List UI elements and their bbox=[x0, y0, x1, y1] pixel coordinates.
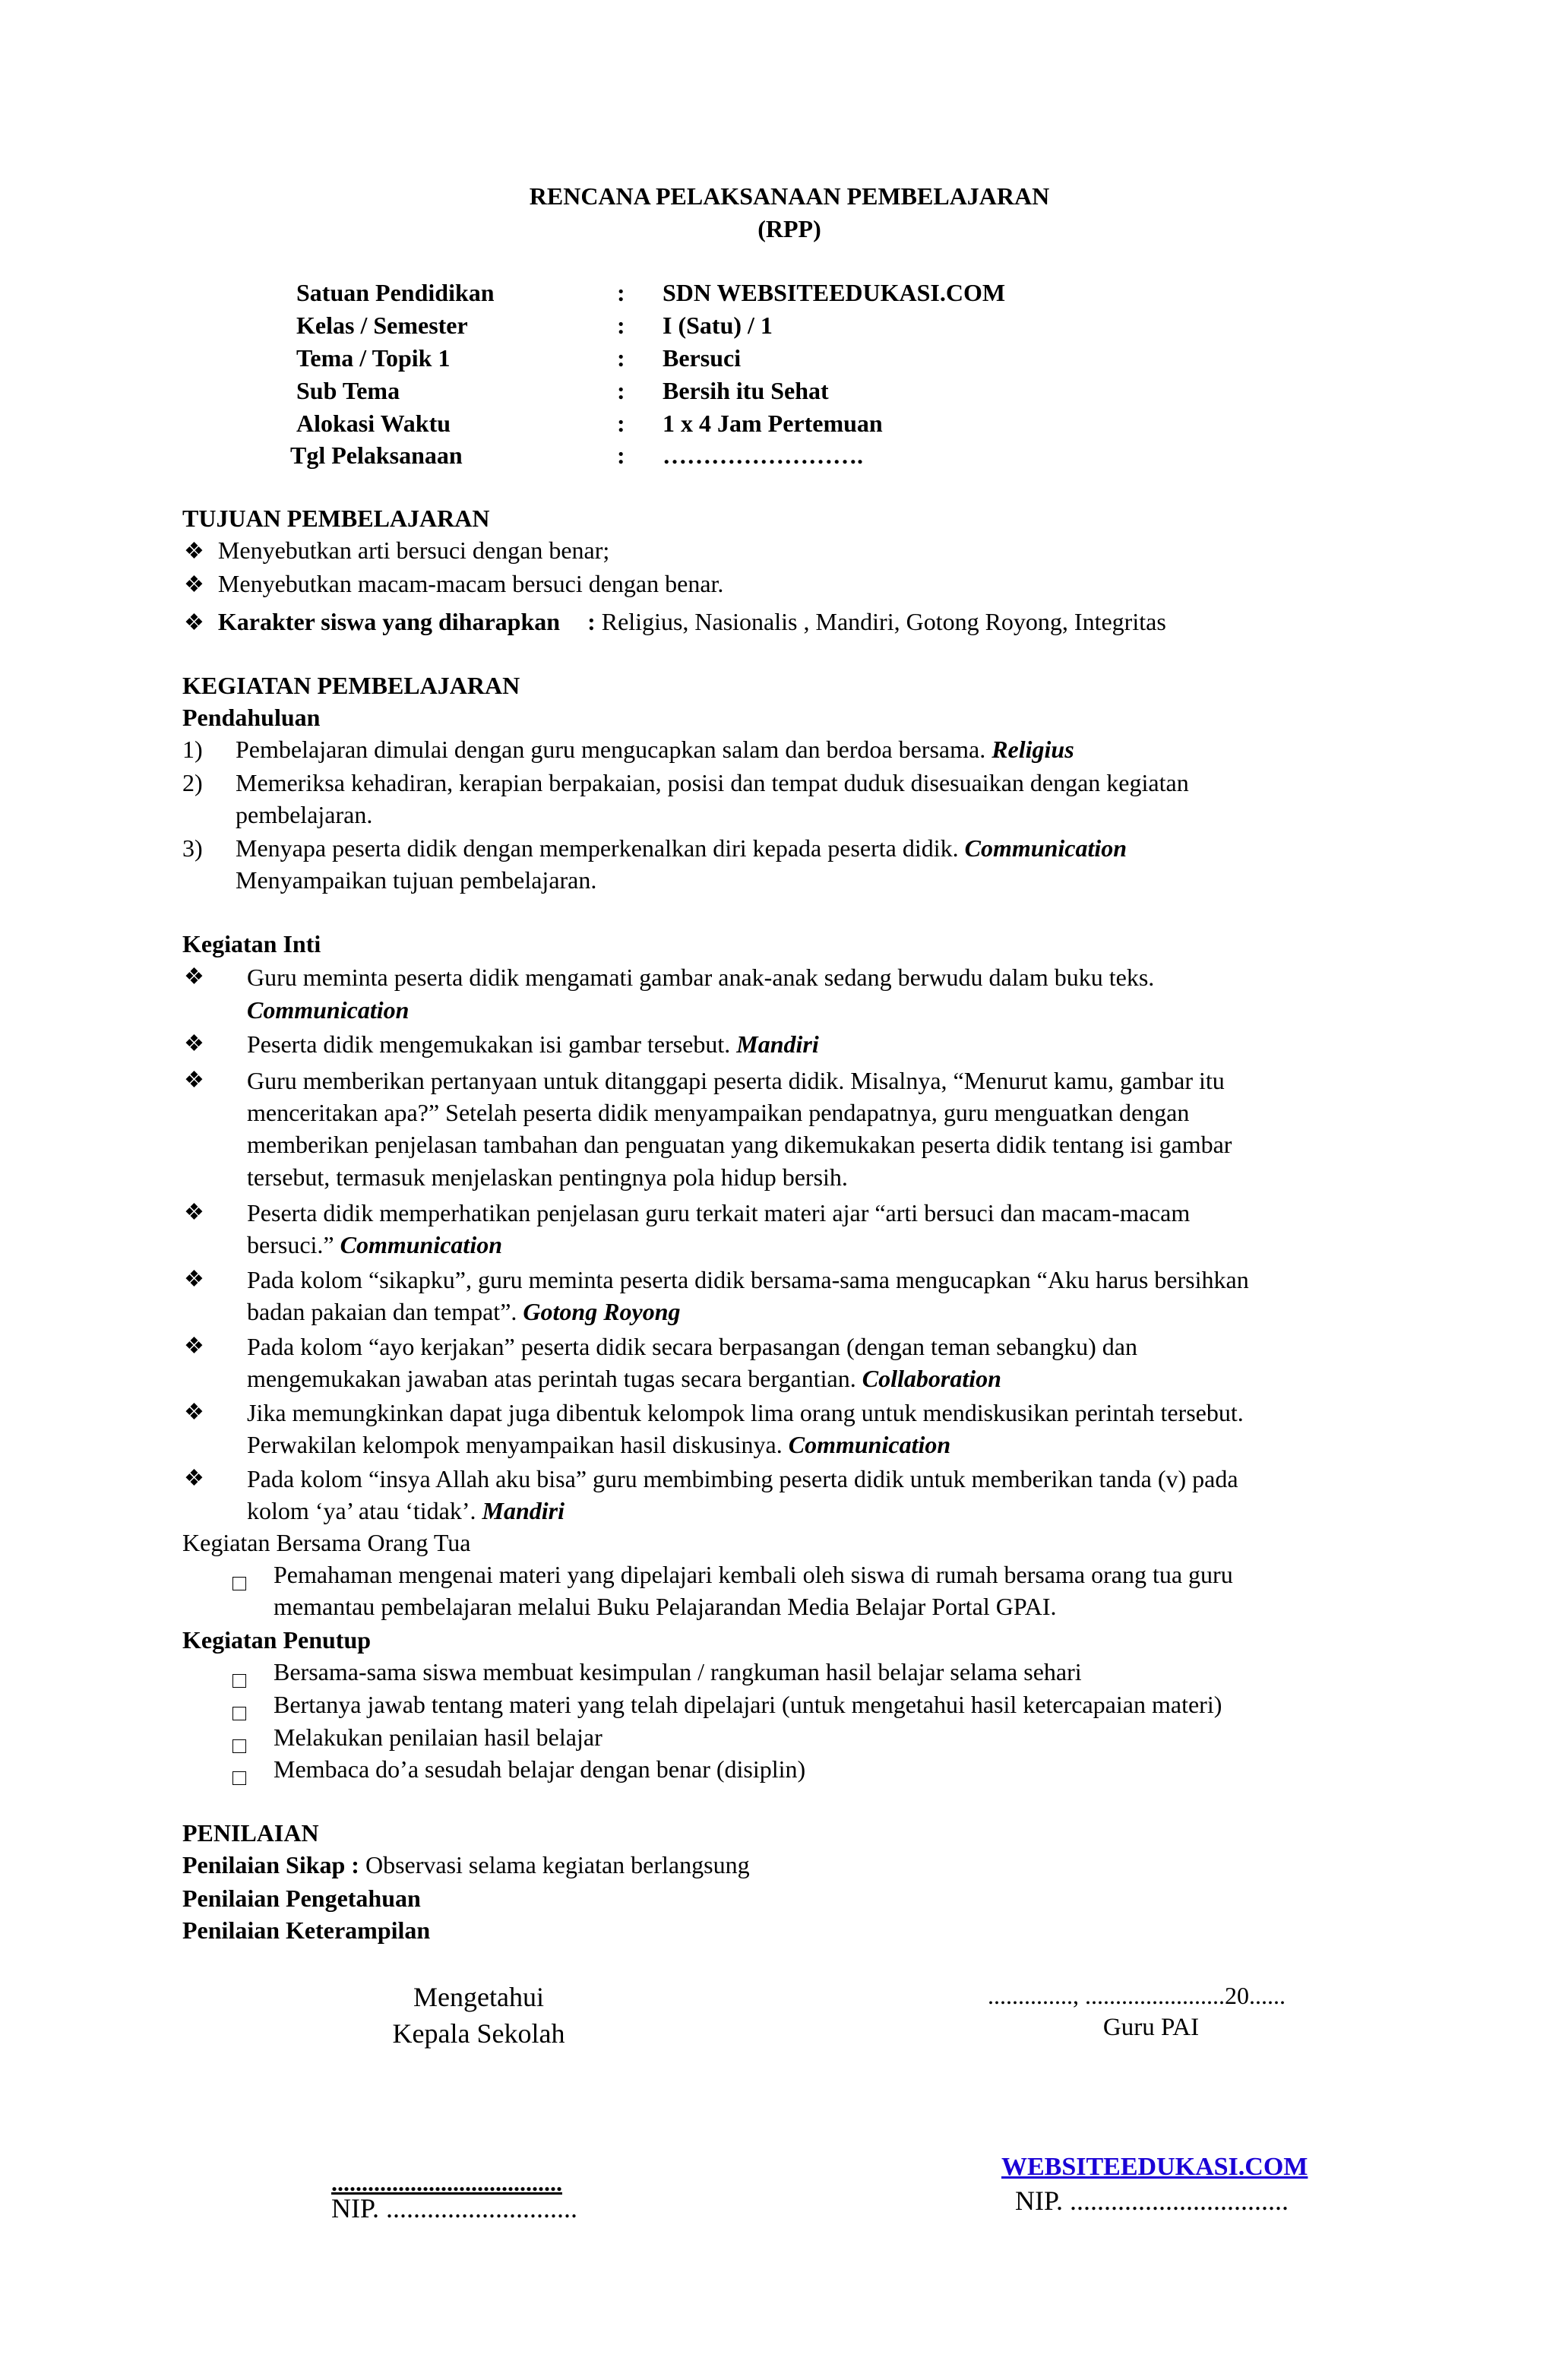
list-item-text: Membaca do’a sesudah belajar dengan benar (disiplin) bbox=[274, 1755, 806, 1783]
identity-label: Tema / Topik 1 bbox=[296, 344, 451, 372]
checkbox-bullet-icon bbox=[232, 1760, 246, 1793]
list-item-text: Menyapa peserta didik dengan memperkenalkan diri kepada peserta didik. Communication bbox=[236, 834, 1127, 862]
document-title: RENCANA PELAKSANAAN PEMBELAJARAN bbox=[529, 182, 1050, 210]
subheading-ortu: Kegiatan Bersama Orang Tua bbox=[182, 1529, 471, 1556]
list-item-text: Guru meminta peserta didik mengamati gambar anak-anak sedang berwudu dalam buku teks. bbox=[247, 964, 1155, 991]
list-item-text: bersuci.” Communication bbox=[247, 1231, 502, 1258]
list-item-text: Perwakilan kelompok menyampaikan hasil diskusinya. Communication bbox=[247, 1431, 951, 1458]
checkbox-bullet-icon bbox=[232, 1728, 246, 1761]
identity-value: 1 x 4 Jam Pertemuan bbox=[663, 410, 883, 437]
identity-sep: : bbox=[617, 410, 625, 437]
character-tag: Gotong Royong bbox=[523, 1298, 681, 1325]
signature-left-nip: NIP. ............................ bbox=[331, 2193, 578, 2223]
signature-right-nip: NIP. ................................ bbox=[1015, 2185, 1289, 2216]
list-item-text: Bertanya jawab tentang materi yang telah dipelajari (untuk mengetahui hasil ketercapaian materi) bbox=[274, 1691, 1222, 1718]
identity-sep: : bbox=[617, 442, 625, 469]
list-item-text: Pada kolom “ayo kerjakan” peserta didik secara berpasangan (dengan teman sebangku) dan bbox=[247, 1333, 1137, 1360]
diamond-bullet-icon: ❖ bbox=[184, 1334, 204, 1359]
list-item-text: memberikan penjelasan tambahan dan penguatan yang dikemukakan peserta didik tentang isi gambar bbox=[247, 1131, 1232, 1158]
penilaian-keterampilan: Penilaian Keterampilan bbox=[182, 1916, 431, 1944]
signature-date-line: .............., .......................20...... bbox=[988, 1982, 1286, 2009]
section-heading-penilaian: PENILAIAN bbox=[182, 1819, 319, 1847]
karakter-label: Karakter siswa yang diharapkan bbox=[217, 608, 561, 635]
penilaian-pengetahuan: Penilaian Pengetahuan bbox=[182, 1885, 421, 1912]
diamond-bullet-icon: ❖ bbox=[184, 572, 204, 597]
list-item-text: pembelajaran. bbox=[236, 801, 373, 828]
karakter-value: Religius, Nasionalis , Mandiri, Gotong Royong, Integritas bbox=[601, 608, 1166, 635]
diamond-bullet-icon: ❖ bbox=[184, 1200, 204, 1225]
character-tag: Communication bbox=[340, 1231, 502, 1258]
document-subtitle: (RPP) bbox=[757, 215, 821, 242]
identity-value: Bersuci bbox=[663, 344, 742, 372]
identity-label: Tgl Pelaksanaan bbox=[290, 442, 463, 469]
signature-left-line2: Kepala Sekolah bbox=[392, 2018, 565, 2049]
penilaian-sikap: Penilaian Sikap : Observasi selama kegiatan berlangsung bbox=[182, 1851, 750, 1878]
list-item-text: menceritakan apa?” Setelah peserta didik menyampaikan pendapatnya, guru menguatkan dengan bbox=[247, 1099, 1190, 1126]
list-item-text: Memeriksa kehadiran, kerapian berpakaian, posisi dan tempat duduk disesuaikan dengan kegiatan bbox=[236, 769, 1189, 796]
list-item-text: memantau pembelajaran melalui Buku Pelajarandan Media Belajar Portal GPAI. bbox=[274, 1593, 1057, 1620]
subheading-inti: Kegiatan Inti bbox=[182, 930, 321, 957]
diamond-bullet-icon: ❖ bbox=[184, 1400, 204, 1425]
diamond-bullet-icon: ❖ bbox=[184, 610, 204, 635]
identity-sep: : bbox=[617, 344, 625, 372]
list-item-text: Peserta didik memperhatikan penjelasan guru terkait materi ajar “arti bersuci dan macam-macam bbox=[247, 1199, 1191, 1226]
identity-label: Satuan Pendidikan bbox=[296, 279, 495, 306]
karakter-row: ❖ Karakter siswa yang diharapkan : Religius, Nasionalis , Mandiri, Gotong Royong, Integritas bbox=[184, 608, 1166, 635]
identity-value: Bersih itu Sehat bbox=[663, 377, 829, 404]
list-item-text: Pada kolom “insya Allah aku bisa” guru membimbing peserta didik untuk memberikan tanda (v) pada bbox=[247, 1465, 1238, 1492]
diamond-bullet-icon: ❖ bbox=[184, 1466, 204, 1491]
list-item-text: badan pakaian dan tempat”. Gotong Royong bbox=[247, 1298, 681, 1325]
diamond-bullet-icon: ❖ bbox=[184, 1068, 204, 1093]
identity-label: Kelas / Semester bbox=[296, 312, 468, 339]
checkbox-bullet-icon bbox=[232, 1695, 246, 1729]
list-item-text: Pemahaman mengenai materi yang dipelajari kembali oleh siswa di rumah bersama orang tua guru bbox=[274, 1561, 1233, 1588]
identity-value: SDN WEBSITEEDUKASI.COM bbox=[663, 279, 1006, 306]
list-item: 2) bbox=[182, 769, 203, 796]
checkbox-bullet-icon bbox=[232, 1565, 246, 1599]
list-item-text: Pembelajaran dimulai dengan guru mengucapkan salam dan berdoa bersama. Religius bbox=[236, 736, 1074, 763]
character-tag: Collaboration bbox=[862, 1365, 1001, 1392]
subheading-penutup: Kegiatan Penutup bbox=[182, 1626, 372, 1654]
list-item-text: Menyampaikan tujuan pembelajaran. bbox=[236, 866, 597, 894]
list-item-text: Melakukan penilaian hasil belajar bbox=[274, 1723, 602, 1751]
list-item: 3) bbox=[182, 834, 203, 862]
section-heading-tujuan: TUJUAN PEMBELAJARAN bbox=[182, 505, 490, 532]
section-heading-kegiatan: KEGIATAN PEMBELAJARAN bbox=[182, 672, 520, 699]
signature-left-name: ...................................... bbox=[331, 2169, 562, 2196]
signature-right-role: Guru PAI bbox=[1102, 2014, 1200, 2041]
character-tag: Communication bbox=[964, 834, 1127, 862]
list-item-text: Bersama-sama siswa membuat kesimpulan / rangkuman hasil belajar selama sehari bbox=[274, 1658, 1082, 1685]
identity-sep: : bbox=[617, 377, 625, 404]
list-item-text: Pada kolom “sikapku”, guru meminta peserta didik bersama-sama mengucapkan “Aku harus bersihkan bbox=[247, 1266, 1249, 1293]
checkbox-bullet-icon bbox=[232, 1663, 246, 1696]
identity-sep: : bbox=[617, 312, 625, 339]
diamond-bullet-icon: ❖ bbox=[184, 539, 204, 564]
identity-label: Sub Tema bbox=[296, 377, 400, 404]
list-item-text: tersebut, termasuk menjelaskan pentingnya pola hidup bersih. bbox=[247, 1163, 848, 1191]
list-item-text: Jika memungkinkan dapat juga dibentuk kelompok lima orang untuk mendiskusikan perintah tersebut. bbox=[247, 1399, 1244, 1426]
list-item-text: kolom ‘ya’ atau ‘tidak’. Mandiri bbox=[247, 1497, 565, 1524]
identity-value: ……………………. bbox=[663, 442, 863, 469]
identity-label: Alokasi Waktu bbox=[296, 410, 451, 437]
character-tag: Communication bbox=[247, 996, 410, 1024]
list-item: ❖ Menyebutkan macam-macam bersuci dengan benar. bbox=[184, 570, 724, 597]
signature-right-name-link[interactable]: WEBSITEEDUKASI.COM bbox=[1001, 2153, 1308, 2181]
list-item-text: Guru memberikan pertanyaan untuk ditanggapi peserta didik. Misalnya, “Menurut kamu, gambar itu bbox=[247, 1067, 1225, 1094]
list-item-text: mengemukakan jawaban atas perintah tugas secara bergantian. Collaboration bbox=[247, 1365, 1001, 1392]
character-tag: Mandiri bbox=[736, 1030, 819, 1058]
identity-value: I (Satu) / 1 bbox=[663, 312, 773, 339]
identity-sep: : bbox=[617, 279, 625, 306]
character-tag: Mandiri bbox=[482, 1497, 565, 1524]
subheading-pendahuluan: Pendahuluan bbox=[182, 704, 321, 731]
list-item: 1) bbox=[182, 736, 203, 763]
diamond-bullet-icon: ❖ bbox=[184, 964, 204, 989]
diamond-bullet-icon: ❖ bbox=[184, 1267, 204, 1292]
character-tag: Religius bbox=[991, 736, 1074, 763]
list-item-text: Peserta didik mengemukakan isi gambar tersebut. Mandiri bbox=[247, 1030, 819, 1058]
signature-left-line1: Mengetahui bbox=[413, 1982, 544, 2012]
diamond-bullet-icon: ❖ bbox=[184, 1031, 204, 1056]
list-item: ❖ Menyebutkan arti bersuci dengan benar; bbox=[184, 536, 610, 564]
character-tag: Communication bbox=[788, 1431, 951, 1458]
